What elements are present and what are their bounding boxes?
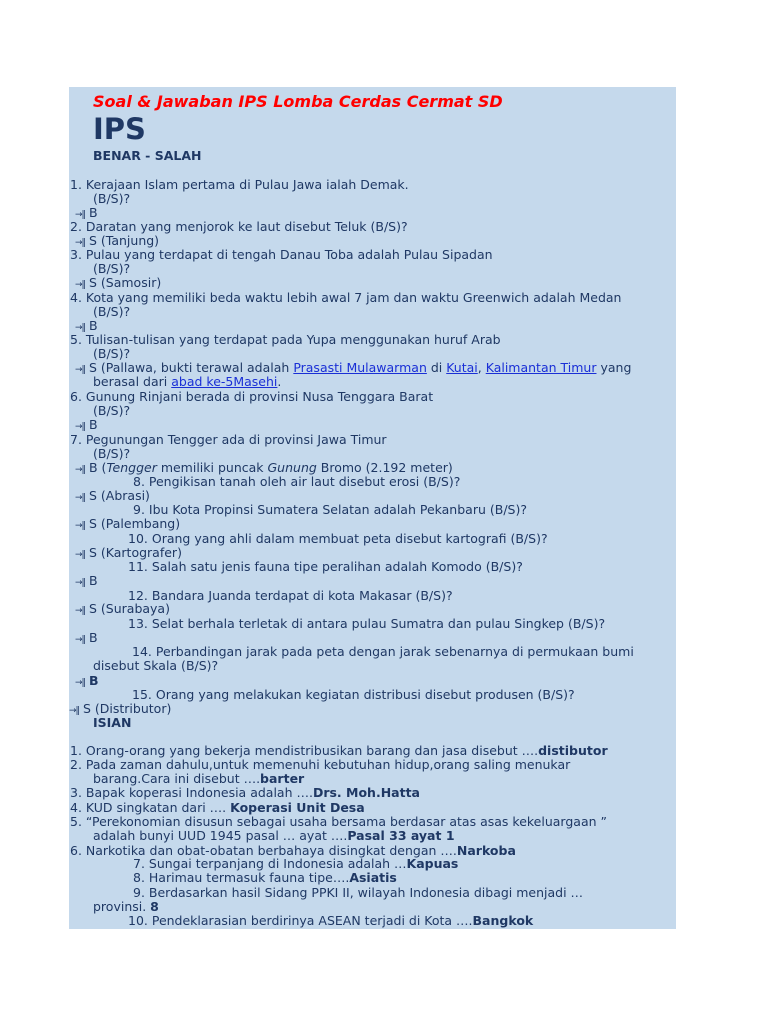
answer-13: →‖ B [75,630,98,645]
bs-tag: (B/S)? [93,261,131,276]
arrow-marker-icon: →‖ [75,422,86,432]
answer-3: →‖ S (Samosir) [75,275,162,290]
question-10: 10. Orang yang ahli dalam membuat peta disebut kartografi (B/S)? [128,531,548,546]
answer-2: →‖ S (Tanjung) [75,233,160,248]
isian-10: 10. Pendeklarasian berdirinya ASEAN terjadi di Kota ….Bangkok [128,913,534,928]
question-15: 15. Orang yang melakukan kegiatan distribusi disebut produsen (B/S)? [132,687,575,702]
question-2: 2. Daratan yang menjorok ke laut disebut Teluk (B/S)? [70,219,408,234]
arrow-marker-icon: →‖ [69,706,80,716]
isian-9-cont: provinsi. 8 [93,899,159,914]
question-8: 8. Pengikisan tanah oleh air laut disebut erosi (B/S)? [133,474,461,489]
question-7: 7. Pegunungan Tengger ada di provinsi Jawa Timur [70,432,387,447]
answer-12: →‖ S (Surabaya) [75,601,170,616]
question-14-cont: disebut Skala (B/S)? [93,658,219,673]
isian-6: 6. Narkotika dan obat-obatan berbahaya disingkat dengan ….Narkoba [70,843,516,858]
question-12: 12. Bandara Juanda terdapat di kota Makasar (B/S)? [128,588,453,603]
arrow-marker-icon: →‖ [75,578,86,588]
question-14: 14. Perbandingan jarak pada peta dengan jarak sebenarnya di permukaan bumi [132,644,634,659]
isian-7: 7. Sungai terpanjang di Indonesia adalah …Kapuas [133,856,459,871]
link-abad-ke-5-masehi[interactable]: abad ke-5Masehi [171,374,278,389]
question-13: 13. Selat berhala terletak di antara pulau Sumatra dan pulau Singkep (B/S)? [128,616,606,631]
benar-salah-heading: BENAR - SALAH [93,148,202,163]
isian-9: 9. Berdasarkan hasil Sidang PPKI II, wilayah Indonesia dibagi menjadi … [133,885,584,900]
question-9: 9. Ibu Kota Propinsi Sumatera Selatan adalah Pekanbaru (B/S)? [133,502,527,517]
question-1: 1. Kerajaan Islam pertama di Pulau Jawa ialah Demak. [70,177,409,192]
bs-tag: (B/S)? [93,403,131,418]
answer-14: →‖ B [75,673,99,688]
answer-5: →‖ S (Pallawa, bukti terawal adalah Prasasti Mulawarman di Kutai, Kalimantan Timur yang [75,360,632,375]
answer-8: →‖ S (Abrasi) [75,488,150,503]
arrow-marker-icon: →‖ [75,238,86,248]
isian-heading: ISIAN [93,715,132,730]
bs-tag: (B/S)? [93,304,131,319]
answer-5-cont: berasal dari abad ke-5Masehi. [93,374,282,389]
isian-2-cont: barang.Cara ini disebut ….barter [93,771,305,786]
isian-8: 8. Harimau termasuk fauna tipe….Asiatis [133,870,397,885]
arrow-marker-icon: →‖ [75,521,86,531]
arrow-marker-icon: →‖ [75,465,86,475]
question-11: 11. Salah satu jenis fauna tipe peralihan adalah Komodo (B/S)? [128,559,523,574]
arrow-marker-icon: →‖ [75,606,86,616]
arrow-marker-icon: →‖ [75,280,86,290]
arrow-marker-icon: →‖ [75,365,86,375]
question-4: 4. Kota yang memiliki beda waktu lebih awal 7 jam dan waktu Greenwich adalah Medan [70,290,622,305]
answer-11: →‖ B [75,573,98,588]
arrow-marker-icon: →‖ [75,678,86,688]
answer-9: →‖ S (Palembang) [75,516,181,531]
answer-15: →‖ S (Distributor) [69,701,172,716]
question-5: 5. Tulisan-tulisan yang terdapat pada Yupa menggunakan huruf Arab [70,332,501,347]
subject-heading: IPS [93,112,146,146]
question-6: 6. Gunung Rinjani berada di provinsi Nusa Tenggara Barat [70,389,434,404]
isian-4: 4. KUD singkatan dari …. Koperasi Unit Desa [70,800,365,815]
link-prasasti-mulawarman[interactable]: Prasasti Mulawarman [293,360,427,375]
bs-tag: (B/S)? [93,446,131,461]
answer-6: →‖ B [75,417,98,432]
isian-3: 3. Bapak koperasi Indonesia adalah ….Drs. Moh.Hatta [70,785,420,800]
link-kutai[interactable]: Kutai [446,360,478,375]
arrow-marker-icon: →‖ [75,323,86,333]
bs-tag: (B/S)? [93,346,131,361]
isian-5: 5. “Perekonomian disusun sebagai usaha bersama berdasar atas asas kekeluargaan ” [70,814,607,829]
answer-4: →‖ B [75,318,98,333]
question-3: 3. Pulau yang terdapat di tengah Danau Toba adalah Pulau Sipadan [70,247,493,262]
document-title: Soal & Jawaban IPS Lomba Cerdas Cermat SD [93,92,503,111]
answer-10: →‖ S (Kartografer) [75,545,182,560]
answer-7: →‖ B (Tengger memiliki puncak Gunung Bromo (2.192 meter) [75,460,453,475]
isian-1: 1. Orang-orang yang bekerja mendistribusikan barang dan jasa disebut ….distibutor [70,743,608,758]
bs-tag: (B/S)? [93,191,131,206]
arrow-marker-icon: →‖ [75,493,86,503]
arrow-marker-icon: →‖ [75,550,86,560]
isian-2: 2. Pada zaman dahulu,untuk memenuhi kebutuhan hidup,orang saling menukar [70,757,571,772]
answer-1: →‖ B [75,205,98,220]
arrow-marker-icon: →‖ [75,635,86,645]
isian-5-cont: adalah bunyi UUD 1945 pasal … ayat ….Pasal 33 ayat 1 [93,828,455,843]
arrow-marker-icon: →‖ [75,210,86,220]
link-kalimantan-timur[interactable]: Kalimantan Timur [485,360,597,375]
